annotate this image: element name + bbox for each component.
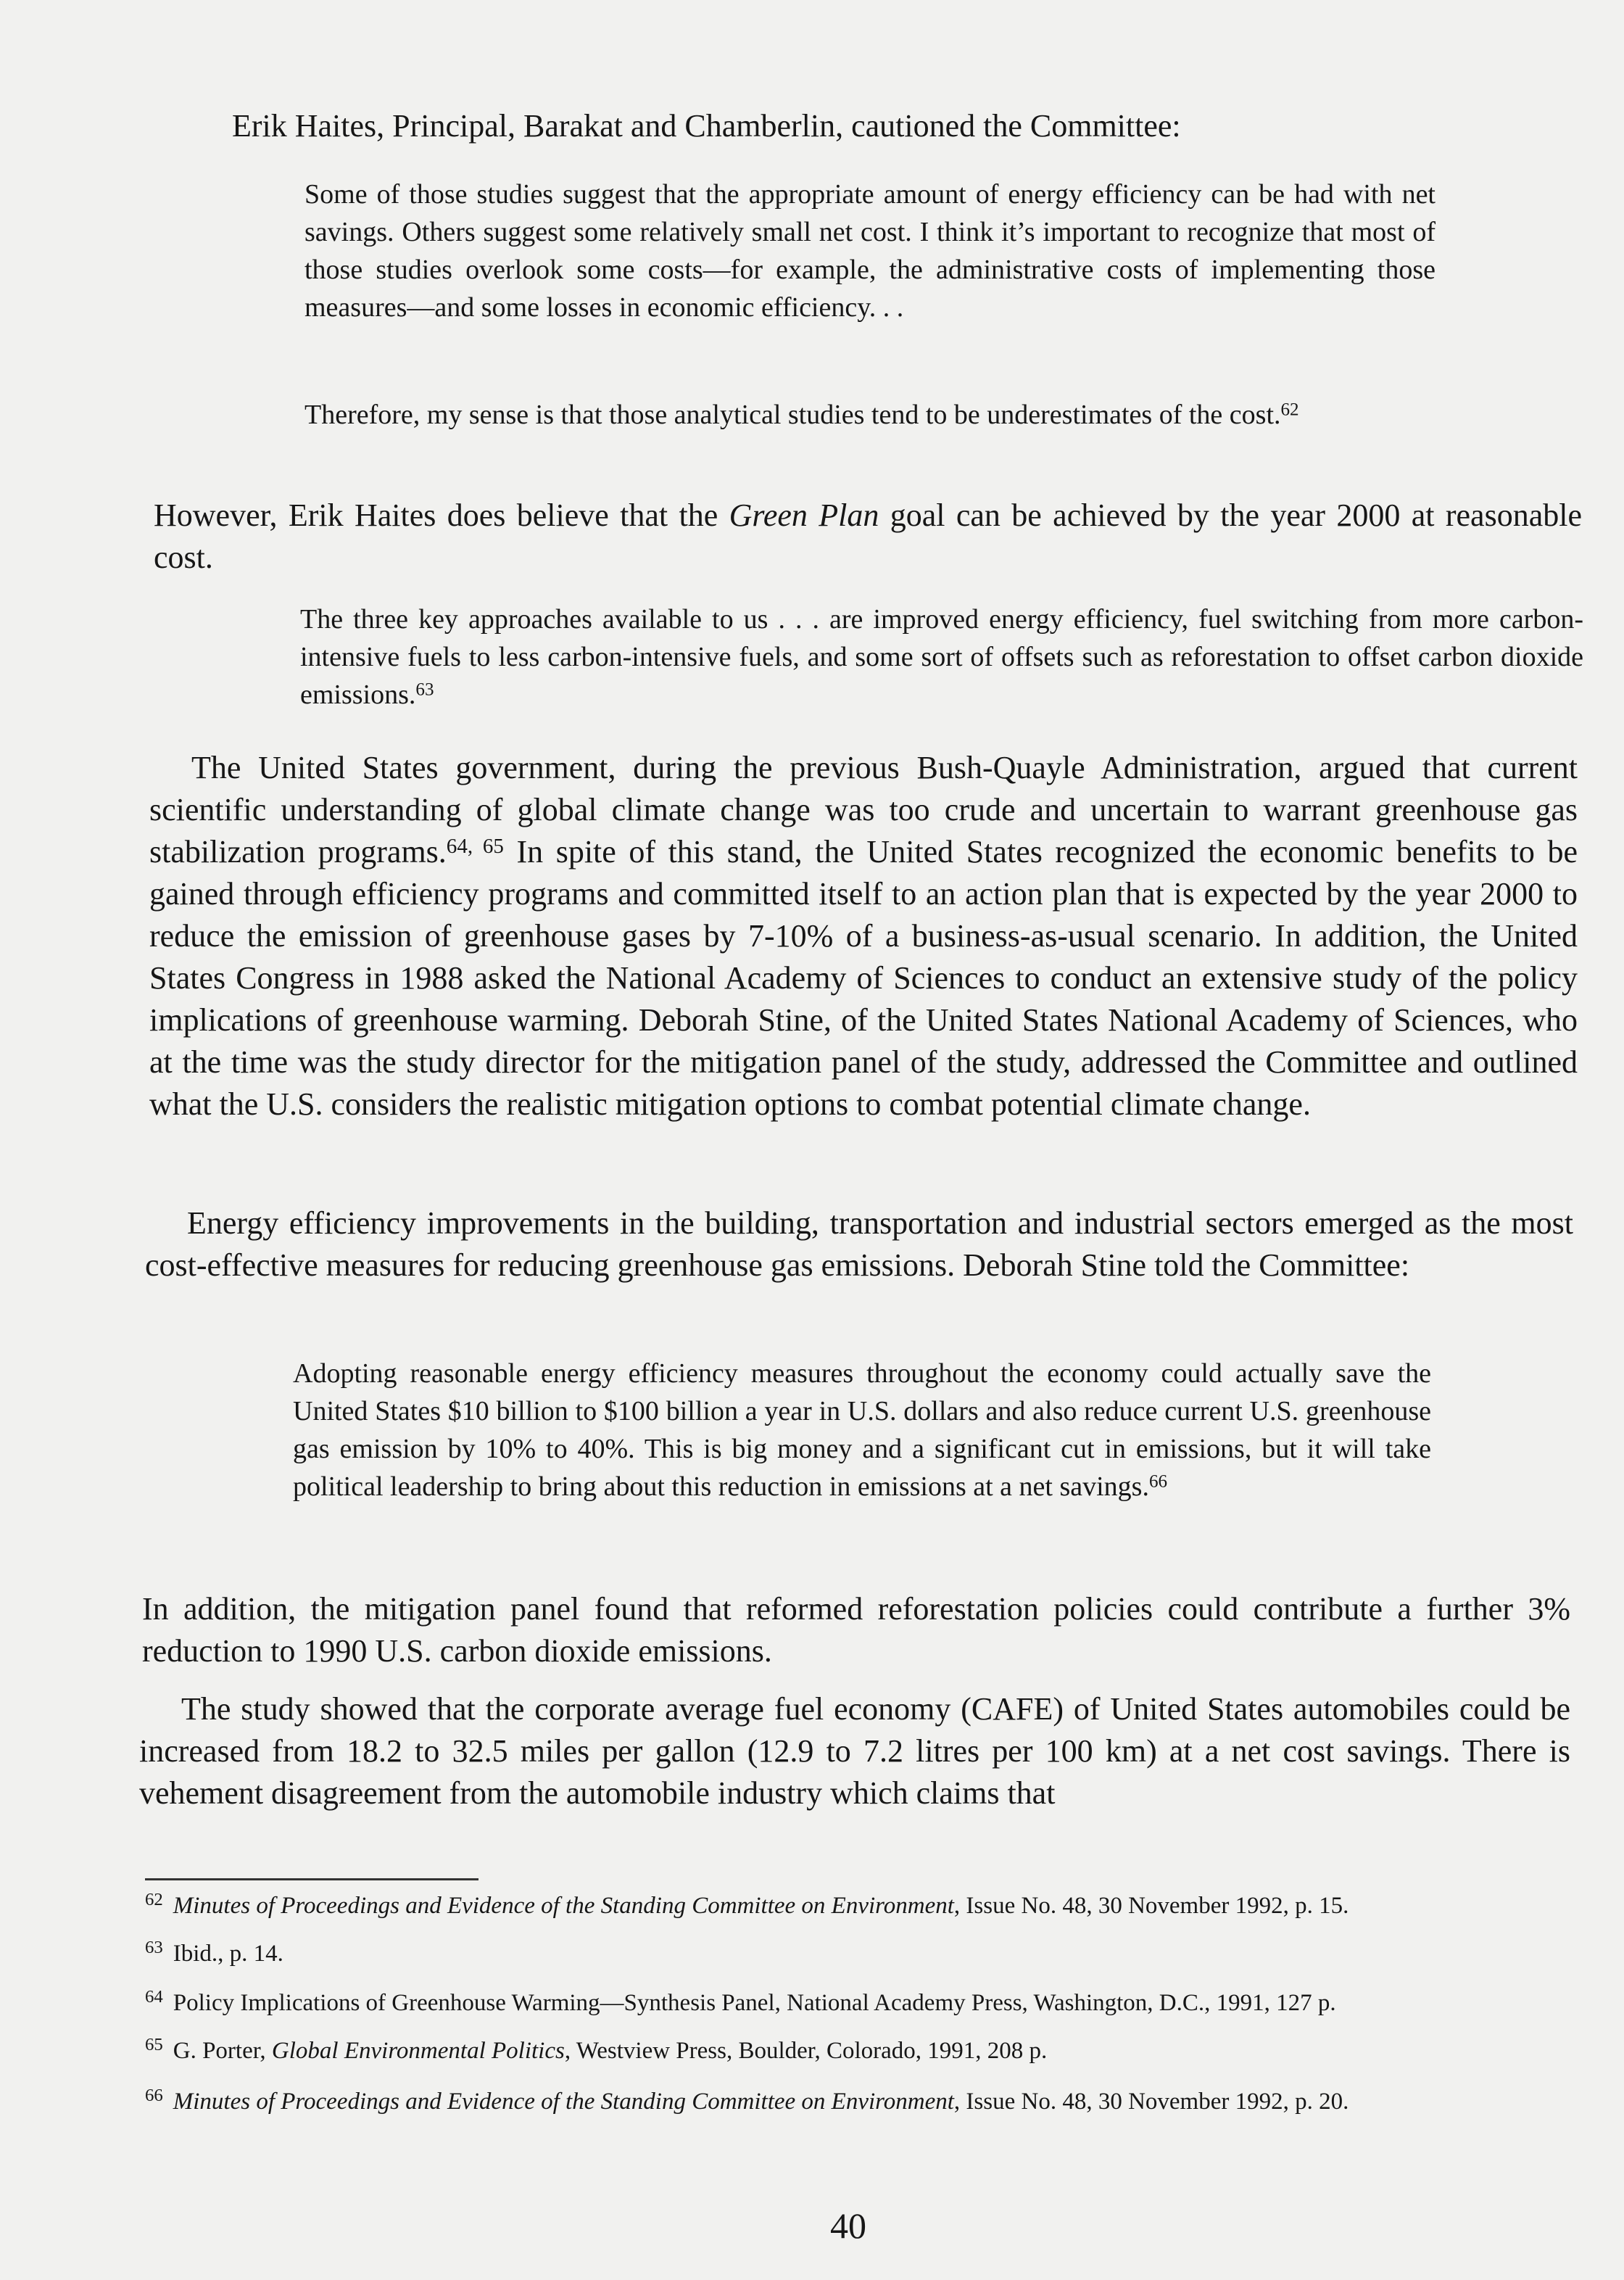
paragraph-reforestation: In addition, the mitigation panel found that reformed reforestation policies could contribute a further 3% reduction to 1990 U.S. carbon dioxide emissions. <box>142 1591 1570 1669</box>
footnote-divider <box>145 1878 478 1880</box>
footnote-66: $^{66}$ Minutes of Proceedings and Evidence of the Standing Committee on Environment, Issue No. 48, 30 November 1992, p. 20. <box>145 2085 1349 2115</box>
paragraph-united-states: The United States government, during the previous Bush-Quayle Administration, argued that current scientific understanding of global climate change was too crude and uncertain to warrant greenhouse gas stabilization programs.$^{64, 65}$ In spite of this stand, the United States recognized the economic benefits to be gained through efficiency programs and committed itself to an action plan that is expected by the year 2000 to reduce the emission of greenhouse gases by 7-10% of a business-as-usual scenario. In addition, the United States Congress in 1988 asked the National Academy of Sciences to conduct an extensive study of the policy implications of greenhouse warming. Deborah Stine, of the United States National Academy of Sciences, who at the time was the study director for the mitigation panel of the study, addressed the Committee and outlined what the U.S. considers the realistic mitigation options to combat potential climate change. <box>149 750 1578 1122</box>
quote-haites-1-paragraph-1: Some of those studies suggest that the appropriate amount of energy efficiency can be had with net savings. Others suggest some relatively small net cost. I think it’s important to recognize that most of those studies overlook some costs—for example, the administrative costs of implementing those measures—and some losses in economic efficiency. . . <box>304 179 1436 323</box>
quote-haites-2: The three key approaches available to us . . . are improved energy efficiency, fuel switching from more carbon-intensive fuels to less carbon-intensive fuels, and some sort of offsets such as reforestation to offset carbon dioxide emissions.$^{63}$ <box>300 604 1583 710</box>
footnote-64: $^{64}$ Policy Implications of Greenhouse Warming—Synthesis Panel, National Academy Press, Washington, D.C., 1991, 127 p. <box>145 1986 1336 2016</box>
quote-haites-1-paragraph-2: Therefore, my sense is that those analytical studies tend to be underestimates of the cost.$^{62}$ <box>304 400 1299 430</box>
footnote-62: $^{62}$ Minutes of Proceedings and Evidence of the Standing Committee on Environment, Issue No. 48, 30 November 1992, p. 15. <box>145 1889 1349 1919</box>
footnote-ref-62: 62 <box>1280 400 1299 420</box>
paragraph-energy-efficiency: Energy efficiency improvements in the building, transportation and industrial sectors emerged as the most cost-effective measures for reducing greenhouse gas emissions. Deborah Stine told the Committee: <box>145 1205 1573 1283</box>
paragraph-cafe-study: The study showed that the corporate average fuel economy (CAFE) of United States automobiles could be increased from 18.2 to 32.5 miles per gallon (12.9 to 7.2 litres per 100 km) at a net cost savings. There is vehement disagreement from the automobile industry which claims that <box>139 1691 1570 1811</box>
footnote-ref-63: 63 <box>415 680 434 700</box>
footnote-63: $^{63}$ Ibid., p. 14. <box>145 1937 283 1967</box>
paragraph-however: However, Erik Haites does believe that the Green Plan goal can be achieved by the year 2000 at reasonable cost. <box>154 497 1582 575</box>
footnote-65: $^{65}$ G. Porter, Global Environmental Politics, Westview Press, Boulder, Colorado, 1991, 208 p. <box>145 2034 1048 2064</box>
intro-line: Erik Haites, Principal, Barakat and Chamberlin, cautioned the Committee: <box>232 108 1181 144</box>
footnote-ref-66: 66 <box>1148 1471 1168 1492</box>
quote-stine: Adopting reasonable energy efficiency measures throughout the economy could actually save the United States $10 billion to $100 billion a year in U.S. dollars and also reduce current U.S. greenhouse gas emission by 10% to 40%. This is big money and a significant cut in emissions, but it will take political leadership to bring about this reduction in emissions at a net savings.$^{66}$ <box>293 1358 1431 1502</box>
page-number: 40 <box>830 2205 866 2246</box>
footnote-ref-64-65: 64, 65 <box>446 834 504 858</box>
